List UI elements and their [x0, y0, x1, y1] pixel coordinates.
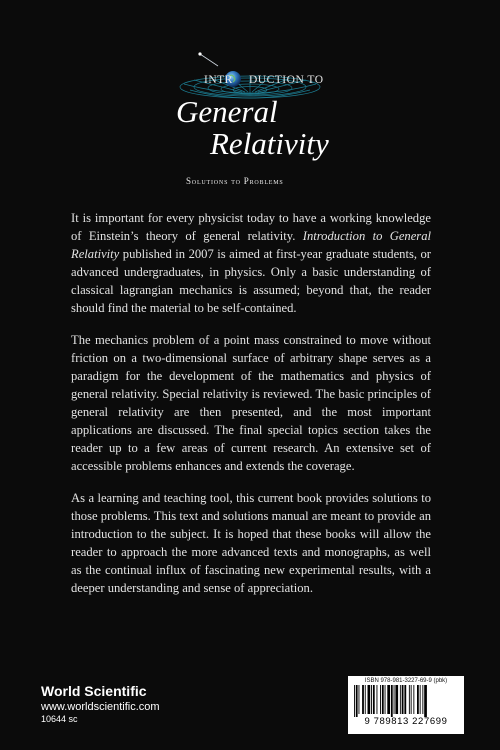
paragraph-1-text-b: published in 2007 is aimed at first-year graduate students, or advanced undergraduates, in physics. Only a basic understanding of classical lagrangian mechanics is assumed; beyond that, the reader should find the material to be self-contained. — [71, 247, 431, 315]
paragraph-1-text-a: It is important for every physicist today to have a working knowledge of Einstein’s theory of general relativity. — [71, 211, 431, 243]
paragraph-3: As a learning and teaching tool, this current book provides solutions to those problems. This text and solutions manual are meant to provide an introduction to the subject. It is hoped that these books will allow the reader to approach the more advanced texts and monographs, as well as the continual influx of fascinating new experimental results, with a deeper understanding and sense of appreciation. — [71, 491, 431, 595]
publisher-block — [41, 683, 160, 724]
publisher-name: World Scientific — [41, 683, 147, 699]
paragraph-2: The mechanics problem of a point mass constrained to move without friction on a two-dimensional surface of arbitrary shape serves as a paradigm for the development of the mathematics and physics of general relativity. Special relativity is reviewed. The basic principles of general relativity are then presented, and the most important applications are discussed. The final special topics section takes the reader up to a few areas of current research. An extensive set of accessible problems enhances and extends the coverage. — [71, 333, 431, 473]
title-block — [150, 40, 350, 200]
description-text — [71, 209, 431, 611]
paragraph-1-book-title: Introduction to General Relativity — [71, 229, 431, 261]
paragraph-1 — [71, 209, 431, 317]
barcode-bars-icon — [352, 685, 460, 717]
title-line2: Relativity — [210, 126, 329, 161]
title-line1: General — [176, 94, 278, 129]
isbn-barcode — [348, 676, 464, 734]
title-intro-part1: INTR — [204, 74, 233, 86]
publisher-code: 10644 sc — [41, 714, 78, 724]
title-intro-part2: DUCTION TO — [249, 74, 324, 86]
barcode-digits: 9 789813 227699 — [364, 716, 448, 727]
publisher-url: www.worldscientific.com — [41, 701, 160, 713]
isbn-text: ISBN 978-981-3227-69-9 (pbk) — [364, 678, 448, 684]
subtitle: Solutions to Problems — [186, 176, 284, 186]
